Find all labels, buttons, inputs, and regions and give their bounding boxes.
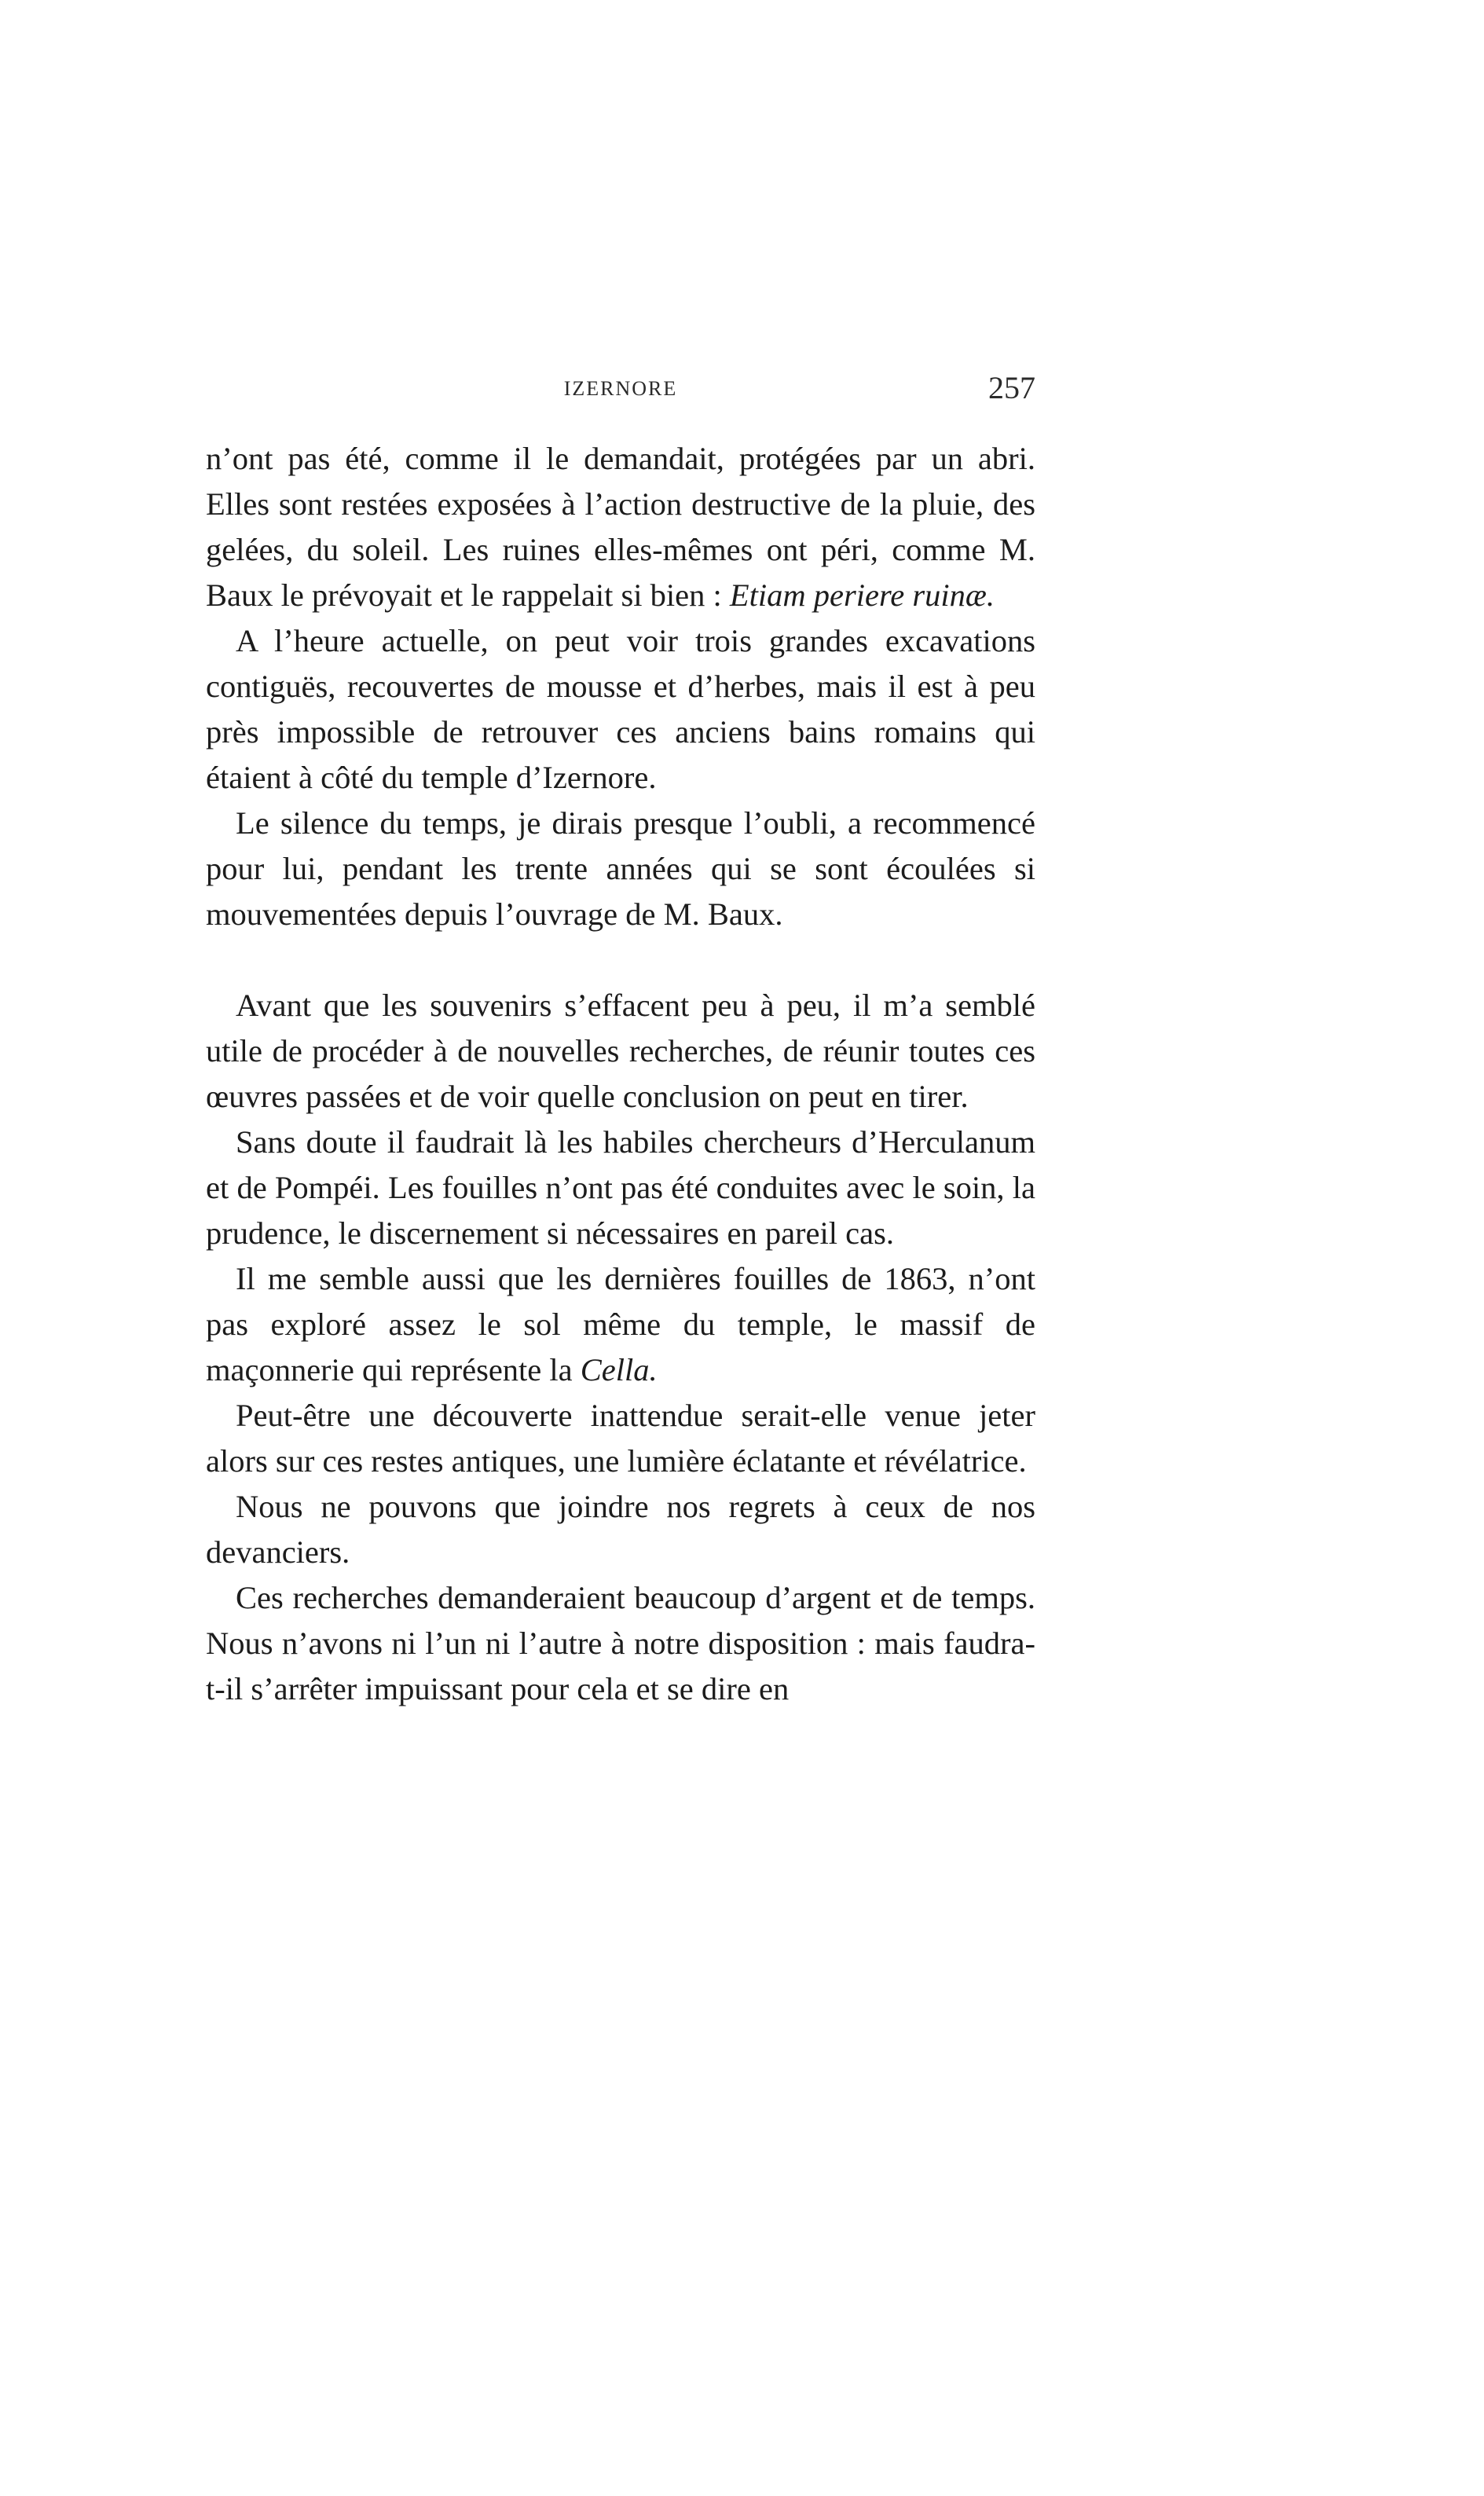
latin-quote: Etiam periere ruinæ.: [729, 577, 995, 613]
running-head: IZERNORE: [563, 377, 678, 400]
paragraph-8: Nous ne pouvons que joindre nos regrets à ceux de nos devanciers.: [206, 1489, 1035, 1570]
paragraph-4: Avant que les souvenirs s’effacent peu à peu, il m’a semblé utile de procéder à de nouvelles recherches, de réunir toutes ces œuvres passées et de voir quelle conclusion on peut en tirer.: [206, 988, 1035, 1114]
page-header: [206, 369, 1035, 416]
cella-term: Cella.: [580, 1352, 658, 1387]
paragraph-6-text: Il me semble aussi que les dernières fouilles de 1863, n’ont pas exploré assez le sol même du temple, le massif de maçonnerie qui représente la: [206, 1261, 1035, 1387]
paragraph-6: [206, 1256, 1035, 1393]
paragraph-1-text: n’ont pas été, comme il le demandait, protégées par un abri. Elles sont restées exposées à l’action destructive de la pluie, des gelées, du soleil. Les ruines elles-mêmes ont péri, comme M. Baux le prévoyait et le rappelait si bien :: [206, 441, 1035, 613]
body-text: [206, 436, 1035, 1712]
paragraph-2: A l’heure actuelle, on peut voir trois grandes excavations contiguës, recouvertes de mousse et d’herbes, mais il est à peu près impossible de retrouver ces anciens bains romains qui étaient à côté du temple d’Izernore.: [206, 623, 1035, 795]
paragraph-5: Sans doute il faudrait là les habiles chercheurs d’Herculanum et de Pompéi. Les fouilles n’ont pas été conduites avec le soin, la prudence, le discernement si nécessaires en pareil cas.: [206, 1124, 1035, 1251]
paragraph-9: Ces recherches demanderaient beaucoup d’argent et de temps. Nous n’avons ni l’un ni l’autre à notre disposition : mais faudra-t-il s’arrêter impuissant pour cela et se dire en: [206, 1580, 1035, 1706]
paragraph-3: Le silence du temps, je dirais presque l’oubli, a recommencé pour lui, pendant les trente années qui se sont écoulées si mouvementées depuis l’ouvrage de M. Baux.: [206, 805, 1035, 932]
paragraph-1: [206, 436, 1035, 618]
page-number: 257: [988, 370, 1035, 405]
paragraph-7: Peut-être une découverte inattendue serait-elle venue jeter alors sur ces restes antiques, une lumière éclatante et révélatrice.: [206, 1398, 1035, 1479]
